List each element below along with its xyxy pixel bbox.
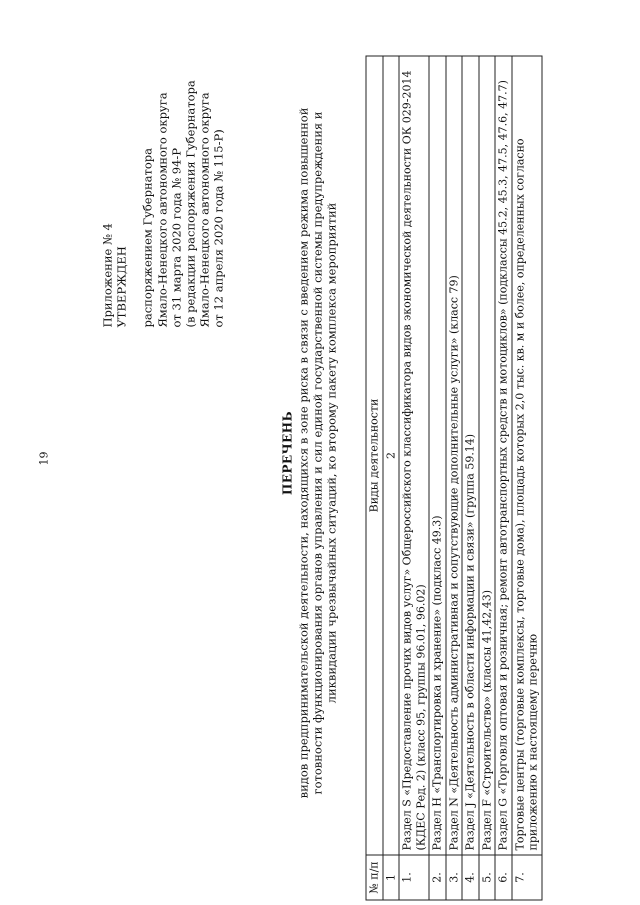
activities-table — [365, 55, 542, 900]
approval-line: распоряжением Губернатора — [140, 147, 155, 327]
subtitle-line: видов предпринимательской деятельности, находящихся в зоне риска в связи с введением режима повышенной — [296, 107, 310, 798]
table-row — [478, 56, 495, 900]
row-text: Торговые центры (торговые комплексы, торговые дома), площадь которых 2,0 тыс. кв. м и более, определенных согласно приложению к настоящему перечню — [511, 56, 541, 855]
table-row — [429, 56, 446, 900]
row-number: 2. — [429, 855, 446, 900]
table-row — [495, 56, 512, 900]
header-activity: Виды деятельности — [366, 56, 383, 855]
column-number: 2 — [382, 56, 399, 855]
approval-line: Ямало-Ненецкого автономного округа — [197, 91, 212, 327]
row-text: Раздел N «Деятельность административная и сопутствующие дополнительные услуги» (класс 79) — [445, 56, 462, 855]
document-subtitle — [296, 40, 339, 865]
approval-line: (в редакции распоряжения Губернатора — [183, 79, 198, 327]
table-row — [445, 56, 462, 900]
row-number: 5. — [478, 855, 495, 900]
appendix-label: Приложение № 4 — [100, 222, 114, 327]
subtitle-line: готовности функционирования органов управления и сил единой государственной системы предупреждения и — [310, 111, 325, 794]
row-number: 7. — [511, 855, 541, 900]
row-number: 1. — [399, 855, 429, 900]
row-number: 4. — [462, 855, 479, 900]
row-text: Раздел F «Строительство» (классы 41,42,43) — [478, 56, 495, 855]
approval-block — [100, 7, 226, 327]
column-number: 1 — [382, 855, 399, 900]
subtitle-line: ликвидации чрезвычайных ситуаций, ко второму пакету комплекса мероприятий — [324, 202, 339, 703]
table-row — [511, 56, 541, 900]
row-number: 3. — [445, 855, 462, 900]
row-number: 6. — [495, 855, 512, 900]
table-header-row — [366, 56, 383, 900]
page-number: 19 — [37, 451, 50, 465]
row-text: Раздел J «Деятельность в области информации и связи» (группа 59.14) — [462, 56, 479, 855]
column-number-row — [382, 56, 399, 900]
row-text: Раздел G «Торговля оптовая и розничная; ремонт автотранспортных средств и мотоциклов» (подклассы 45.2, 45.3, 47.5, 47.6, 47.7) — [495, 56, 512, 855]
approved-label: УТВЕРЖДЕН — [114, 245, 129, 327]
row-text: Раздел Н «Транспортировка и хранение» (подкласс 49.3) — [429, 56, 446, 855]
approval-line: Ямало-Ненецкого автономного округа — [154, 91, 169, 327]
table-row — [399, 56, 429, 900]
approval-line: от 31 марта 2020 года № 94-Р — [168, 147, 183, 327]
table-row — [462, 56, 479, 900]
document-title: ПЕРЕЧЕНЬ — [280, 410, 294, 495]
row-text: Раздел S «Предоставление прочих видов услуг» Общероссийского классификатора видов экономической деятельности ОК 029-2014 (КДЕС Ред. 2) (класс 95, группы 96.01, 96.02) — [399, 56, 429, 855]
header-number: № п/п — [366, 855, 383, 900]
approval-line: от 12 апреля 2020 года № 115-Р) — [211, 128, 226, 327]
